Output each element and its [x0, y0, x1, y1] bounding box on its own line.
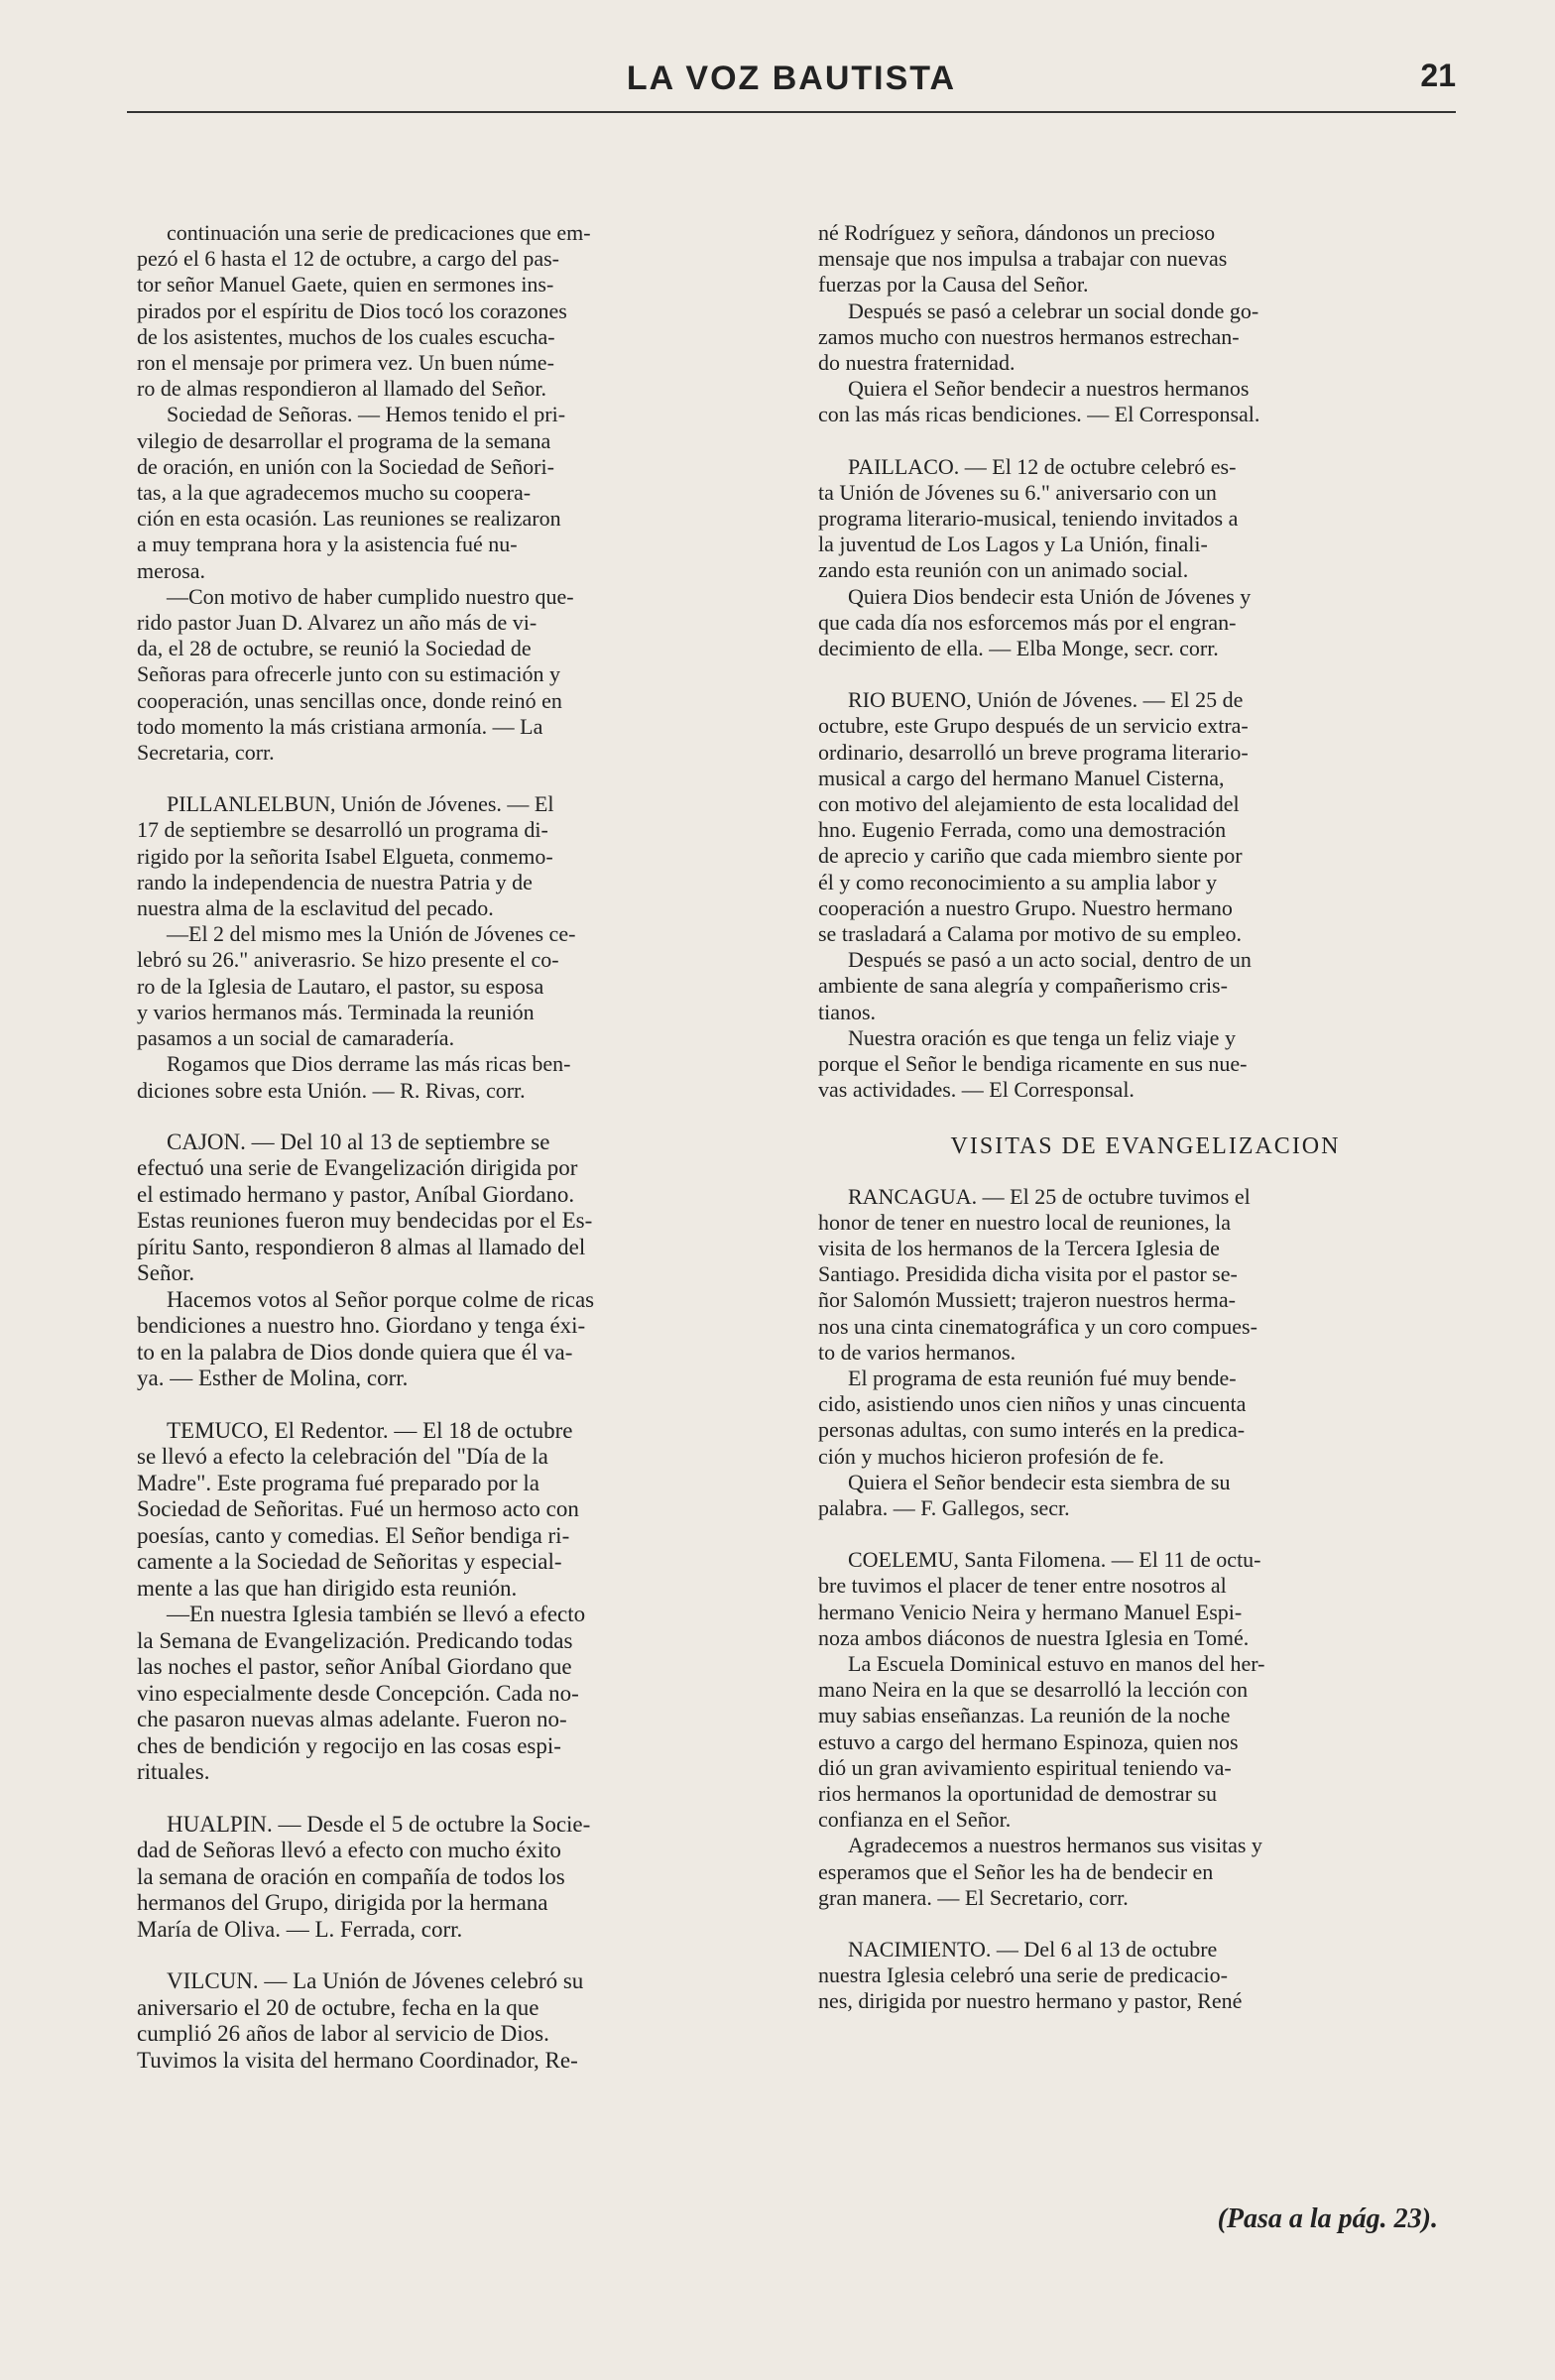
article-paragraph: né Rodríguez y señora, dándonos un precioso mensaje que nos impulsa a trabajar con nuevas fuerzas por la Causa del Señor. — [818, 220, 1228, 298]
left-column — [137, 220, 732, 2074]
article-paragraph: PILLANLELBUN, Unión de Jóvenes. — El 17 de septiembre se desarrolló un programa di- rigido por la señorita Isabel Elgueta, conmemo- rando la independencia de nuestra Patria y de nuestra alma de la esclavitud del pecado. — [137, 791, 554, 921]
continuation-note: (Pasa a la pág. 23). — [1217, 2203, 1438, 2234]
article-paragraph: NACIMIENTO. — Del 6 al 13 de octubre nuestra Iglesia celebró una serie de predicacio- nes, dirigida por nuestro hermano y pastor, René — [818, 1936, 1243, 2014]
article-paragraph: HUALPIN. — Desde el 5 de octubre la Socie- dad de Señoras llevó a efecto con mucho éxito la semana de oración en compañía de todos los hermanos del Grupo, dirigida por la hermana María de Oliva. — L. Ferrada, corr. — [137, 1811, 591, 1942]
section-heading: VISITAS DE EVANGELIZACION — [950, 1132, 1341, 1159]
article-paragraph: Después se pasó a un acto social, dentro de un ambiente de sana alegría y compañerismo cris- tianos. — [818, 947, 1252, 1024]
article-paragraph: continuación una serie de predicaciones que em- pezó el 6 hasta el 12 de octubre, a cargo del pas- tor señor Manuel Gaete, quien en sermones ins- pirados por el espíritu de Dios tocó los corazones de los asistentes, muchos de los cuales escucha- ron el mensaje por primera vez. Un buen núme- ro de almas respondieron al llamado del Señor. — [137, 220, 591, 402]
article-paragraph: PAILLACO. — El 12 de octubre celebró es- ta Unión de Jóvenes su 6." aniversario con un programa literario-musical, teniendo invitados a la juventud de Los Lagos y La Unión, finali- zando esta reunión con un animado social. — [818, 453, 1239, 583]
publication-title: LA VOZ BAUTISTA — [626, 60, 957, 97]
article-paragraph: RIO BUENO, Unión de Jóvenes. — El 25 de octubre, este Grupo después de un servicio extra- ordinario, desarrolló un breve programa literario- musical a cargo del hermano Manuel Cisterna, con motivo del alejamiento de esta localidad del hno. Eugenio Ferrada, como una demostración de aprecio y cariño que cada miembro siente por él y como reconocimiento a su amplia labor y cooperación a nuestro Grupo. Nuestro hermano se trasladará a Calama por motivo de su empleo. — [818, 687, 1249, 947]
article-paragraph: —Con motivo de haber cumplido nuestro que- rido pastor Juan D. Alvarez un año más de vi- da, el 28 de octubre, se reunió la Sociedad de Señoras para ofrecerle junto con su estimación y cooperación, unas sencillas once, donde reinó en todo momento la más cristiana armonía. — La Secretaria, corr. — [137, 583, 574, 766]
article-paragraph: Hacemos votos al Señor porque colme de ricas bendiciones a nuestro hno. Giordano y tenga éxi- to en la palabra de Dios donde quiera que él va- ya. — Esther de Molina, corr. — [137, 1286, 595, 1391]
article-paragraph: TEMUCO, El Redentor. — El 18 de octubre se llevó a efecto la celebración del "Día de la Madre". Este programa fué preparado por la Sociedad de Señoritas. Fué un hermoso acto con poesías, canto y comedias. El Señor bendiga ri- camente a la Sociedad de Señoritas y especial- mente a las que han dirigido esta reunión. — [137, 1417, 579, 1601]
article-paragraph: Sociedad de Señoras. — Hemos tenido el pri- vilegio de desarrollar el programa de la semana de oración, en unión con la Sociedad de Señori- tas, a la que agradecemos mucho su coopera- ción en esta ocasión. Las reuniones se realizaron a muy temprana hora y la asistencia fué nu- merosa. — [137, 402, 566, 583]
article-paragraph: —El 2 del mismo mes la Unión de Jóvenes ce- lebró su 26." aniverasrio. Se hizo presente el co- ro de la Iglesia de Lautaro, el pastor, su esposa y varios hermanos más. Terminada la reunión pasamos a un social de camaradería. — [137, 921, 576, 1051]
page-number: 21 — [1420, 58, 1456, 93]
article-paragraph: Quiera el Señor bendecir a nuestros hermanos con las más ricas bendiciones. — El Corresponsal. — [818, 376, 1260, 427]
article-paragraph: Rogamos que Dios derrame las más ricas ben- diciones sobre esta Unión. — R. Rivas, corr. — [137, 1051, 571, 1103]
article-paragraph: La Escuela Dominical estuvo en manos del her- mano Neira en la que se desarrolló la lección con muy sabias enseñanzas. La reunión de la noche estuvo a cargo del hermano Espinoza, quien nos dió un gran avivamiento espiritual teniendo va- rios hermanos la oportunidad de demostrar su confianza en el Señor. — [818, 1650, 1265, 1833]
right-column — [818, 220, 1473, 2015]
article-paragraph: Quiera Dios bendecir esta Unión de Jóvenes y que cada día nos esforcemos más por el engran- decimiento de ella. — Elba Monge, secr. corr. — [818, 583, 1252, 661]
article-paragraph: —En nuestra Iglesia también se llevó a efecto la Semana de Evangelización. Predicando todas las noches el pastor, señor Aníbal Giordano que vino especialmente desde Concepción. Cada no- che pasaron nuevas almas adelante. Fueron no- ches de bendición y regocijo en las cosas espi- rituales. — [137, 1602, 586, 1785]
article-paragraph: COELEMU, Santa Filomena. — El 11 de octu- bre tuvimos el placer de tener entre nosotros al hermano Venicio Neira y hermano Manuel Espi- noza ambos diáconos de nuestra Iglesia en Tomé. — [818, 1547, 1261, 1650]
article-paragraph: Después se pasó a celebrar un social donde go- zamos mucho con nuestros hermanos estrechan- do nuestra fraternidad. — [818, 298, 1259, 376]
page-header — [127, 52, 1456, 113]
article-paragraph: CAJON. — Del 10 al 13 de septiembre se efectuó una serie de Evangelización dirigida por el estimado hermano y pastor, Aníbal Giordano. Estas reuniones fueron muy bendecidas por el Es- píritu Santo, respondieron 8 almas al llamado del Señor. — [137, 1129, 593, 1286]
article-paragraph: Nuestra oración es que tenga un feliz viaje y porque el Señor le bendiga ricamente en sus nue- vas actividades. — El Corresponsal. — [818, 1024, 1248, 1103]
article-paragraph: Quiera el Señor bendecir esta siembra de su palabra. — F. Gallegos, secr. — [818, 1469, 1231, 1520]
article-paragraph: RANCAGUA. — El 25 de octubre tuvimos el honor de tener en nuestro local de reuniones, la visita de los hermanos de la Tercera Iglesia de Santiago. Presidida dicha visita por el pastor se- ñor Salomón Mussiett; trajeron nuestros herma- nos una cinta cinematográfica y un coro compues- to de varios hermanos. — [818, 1183, 1257, 1365]
article-paragraph: El programa de esta reunión fué muy bende- cido, asistiendo unos cien niños y unas cincuenta personas adultas, con sumo interés en la predica- ción y muchos hicieron profesión de fe. — [818, 1365, 1247, 1469]
article-paragraph: VILCUN. — La Unión de Jóvenes celebró su aniversario el 20 de octubre, fecha en la que cumplió 26 años de labor al servicio de Dios. Tuvimos la visita del hermano Coordinador, Re- — [137, 1968, 584, 2073]
article-paragraph: Agradecemos a nuestros hermanos sus visitas y esperamos que el Señor les ha de bendecir en gran manera. — El Secretario, corr. — [818, 1833, 1262, 1910]
